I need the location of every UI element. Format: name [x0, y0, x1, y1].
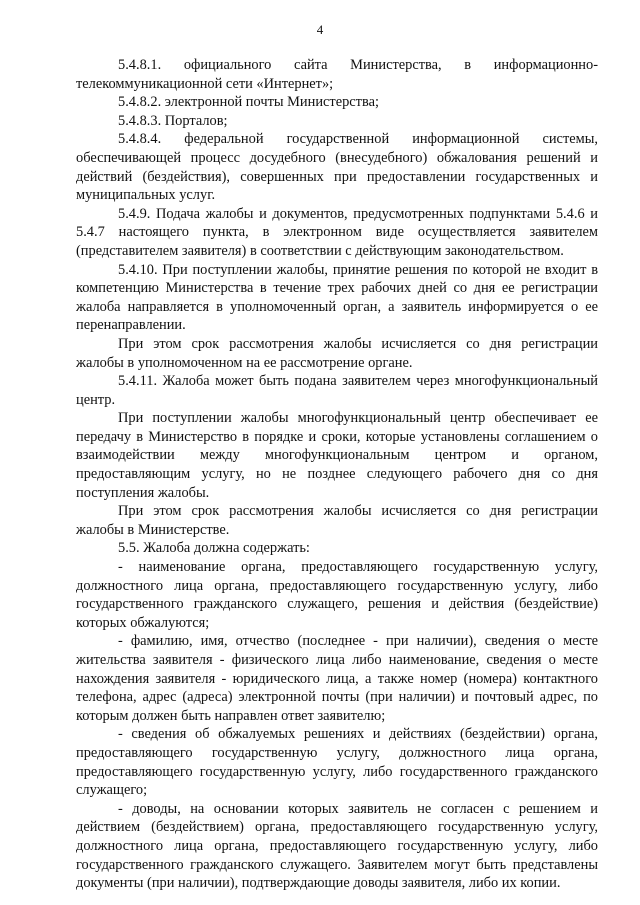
paragraph-5-4-9: 5.4.9. Подача жалобы и документов, предусмотренных подпунктами 5.4.6 и 5.4.7 настоящего пункта, в электронном виде осуществляется заявителем (представителем заявителя) в соответствии с действующим законодательством. — [76, 205, 598, 259]
paragraph-term-ministry: При этом срок рассмотрения жалобы исчисляется со дня регистрации жалобы в Министерстве. — [76, 503, 598, 538]
paragraph-5-4-8-4: 5.4.8.4. федеральной государственной информационной системы, обеспечивающей процесс досудебного (внесудебного) обжалования решений и действий (бездействия), совершенных при предоставлении государственных и муниципальных услуг. — [76, 131, 598, 204]
list-item-authority-name: - наименование органа, предоставляющего государственную услугу, должностного лица органа, предоставляющего государственную услугу, либо государственного гражданского служащего, решения и действия (бездействие) которых обжалуются; — [76, 559, 598, 631]
page-number: 4 — [316, 22, 324, 37]
paragraph-5-4-8-2: 5.4.8.2. электронной почты Министерства; — [118, 94, 379, 111]
paragraph-5-4-11: 5.4.11. Жалоба может быть подана заявителем через многофункциональный центр. — [76, 373, 598, 408]
paragraph-5-4-8-3: 5.4.8.3. Порталов; — [118, 112, 228, 129]
paragraph-5-5: 5.5. Жалоба должна содержать: — [118, 540, 310, 557]
list-item-appealed-decisions: - сведения об обжалуемых решениях и действиях (бездействии) органа, предоставляющего государственную услугу, должностного лица органа, предоставляющего государственную услугу, либо государственного гражданского служащего; — [76, 726, 598, 799]
paragraph-term-authority: При этом срок рассмотрения жалобы исчисляется со дня регистрации жалобы в уполномоченном на ее рассмотрение органе. — [76, 335, 598, 371]
document-body — [76, 56, 598, 893]
paragraph-mfc-transfer: При поступлении жалобы многофункциональный центр обеспечивает ее передачу в Министерство в порядке и сроки, которые установлены соглашением о взаимодействии между многофункциональным центром и органом, предоставляющим услугу, но не позднее следующего рабочего дня со дня поступления жалобы. — [76, 410, 598, 501]
list-item-arguments: - доводы, на основании которых заявитель не согласен с решением и действием (бездействием) органа, предоставляющего государственную услугу, должностного лица органа, предоставляющего государственную услугу, либо государственного гражданского служащего. Заявителем могут быть представлены документы (при наличии), подтверждающие доводы заявителя, либо их копии. — [76, 800, 598, 892]
paragraph-5-4-10: 5.4.10. При поступлении жалобы, принятие решения по которой не входит в компетенцию Министерства в течение трех рабочих дней со дня ее регистрации жалоба направляется в уполномоченный орган, а заявитель информируется о ее перенаправлении. — [76, 261, 598, 334]
list-item-applicant-details: - фамилию, имя, отчество (последнее - при наличии), сведения о месте жительства заявителя - физического лица либо наименование, сведения о месте нахождения заявителя - юридического лица, а также номер (номера) контактного телефона, адрес (адреса) электронной почты (при наличии) и почтовый адрес, по которым должен быть направлен ответ заявителю; — [76, 633, 598, 724]
paragraph-5-4-8-1: 5.4.8.1. официального сайта Министерства, в информационно-телекоммуникационной сети «Интернет»; — [76, 57, 598, 92]
